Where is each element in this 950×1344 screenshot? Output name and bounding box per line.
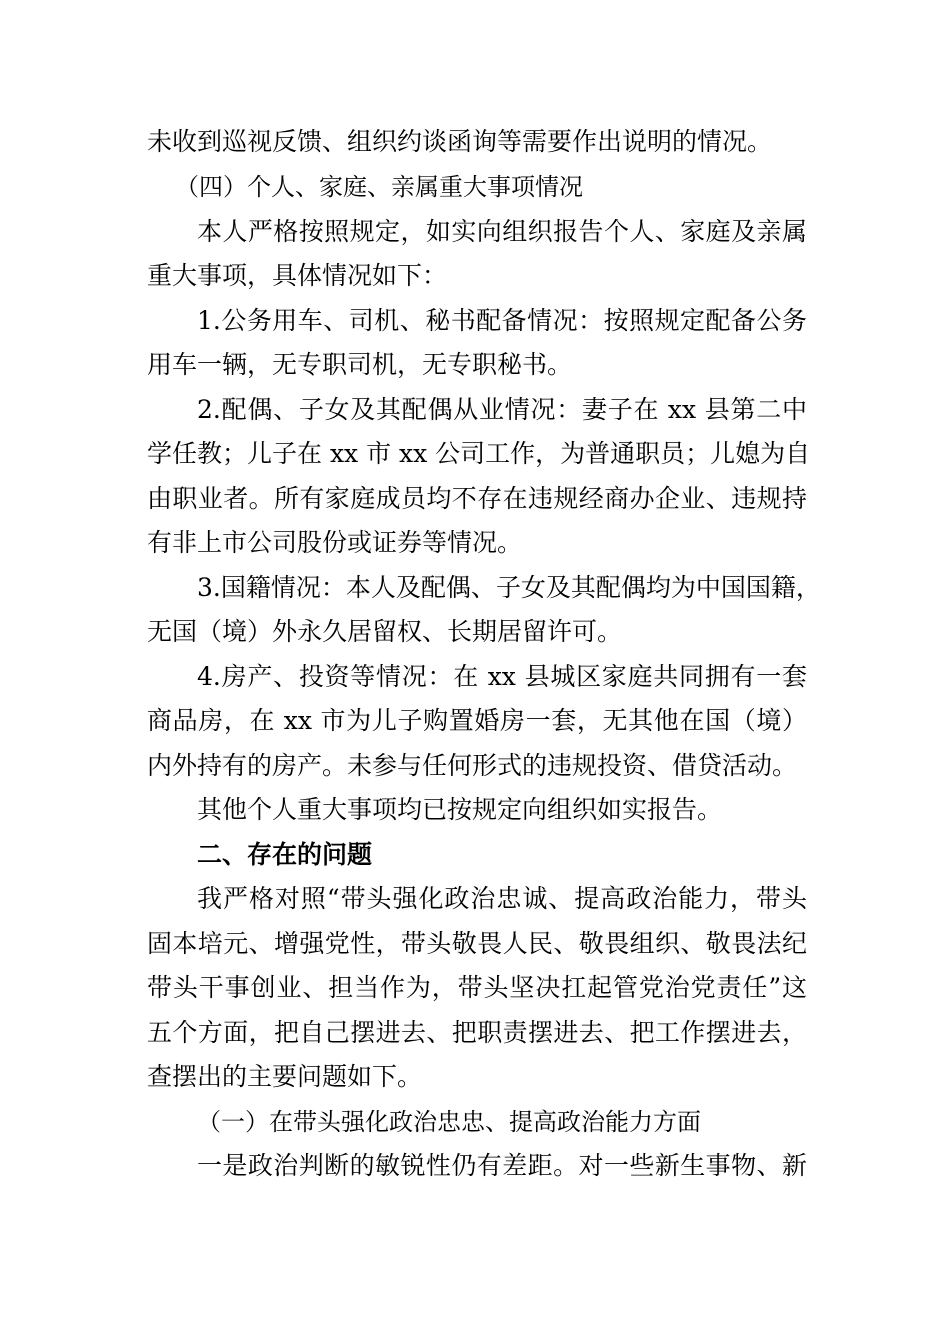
text-line: 固本培元、增强党性，带头敬畏人民、敬畏组织、敬畏法纪	[147, 929, 807, 958]
text-line: 内外持有的房产。未参与任何形式的违规投资、借贷活动。	[147, 751, 798, 780]
text-line: 1.公务用车、司机、秘书配备情况：按照规定配备公务	[197, 306, 807, 335]
text-line: 我严格对照“带头强化政治忠诚、提高政治能力，带头	[197, 884, 807, 913]
text-line: 其他个人重大事项均已按规定向组织如实报告。	[197, 795, 723, 824]
text-line: 用车一辆，无专职司机，无专职秘书。	[147, 350, 573, 379]
text-line: 由职业者。所有家庭成员均不存在违规经商办企业、违规持	[147, 484, 807, 513]
text-line: 无国（境）外永久居留权、长期居留许可。	[147, 617, 623, 646]
text-line: 查摆出的主要问题如下。	[147, 1062, 423, 1091]
section-heading: 二、存在的问题	[197, 840, 373, 869]
text-line: 2.配偶、子女及其配偶从业情况：妻子在 xx 县第二中	[197, 395, 807, 424]
text-line: 一是政治判断的敏锐性仍有差距。对一些新生事物、新	[197, 1151, 807, 1180]
text-line: 带头干事创业、担当作为，带头坚决扛起管党治党责任”这	[147, 973, 807, 1002]
text-line: 3.国籍情况：本人及配偶、子女及其配偶均为中国国籍，	[197, 573, 821, 602]
text-line: 重大事项，具体情况如下：	[147, 261, 448, 290]
text-line: 未收到巡视反馈、组织约谈函询等需要作出说明的情况。	[147, 127, 773, 156]
text-line: 学任教；儿子在 xx 市 xx 公司工作，为普通职员；儿媳为自	[147, 439, 811, 468]
text-line: 有非上市公司股份或证券等情况。	[147, 528, 523, 557]
text-line: 本人严格按照规定，如实向组织报告个人、家庭及亲属	[197, 217, 807, 246]
text-line: 五个方面，把自己摆进去、把职责摆进去、把工作摆进去，	[147, 1018, 807, 1047]
subsection-heading: （一）在带头强化政治忠忠、提高政治能力方面	[197, 1108, 701, 1136]
section-heading: （四）个人、家庭、亲属重大事项情况	[175, 173, 583, 201]
text-line: 4.房产、投资等情况：在 xx 县城区家庭共同拥有一套	[197, 662, 807, 691]
text-line: 商品房，在 xx 市为儿子购置婚房一套，无其他在国（境）	[147, 706, 807, 735]
